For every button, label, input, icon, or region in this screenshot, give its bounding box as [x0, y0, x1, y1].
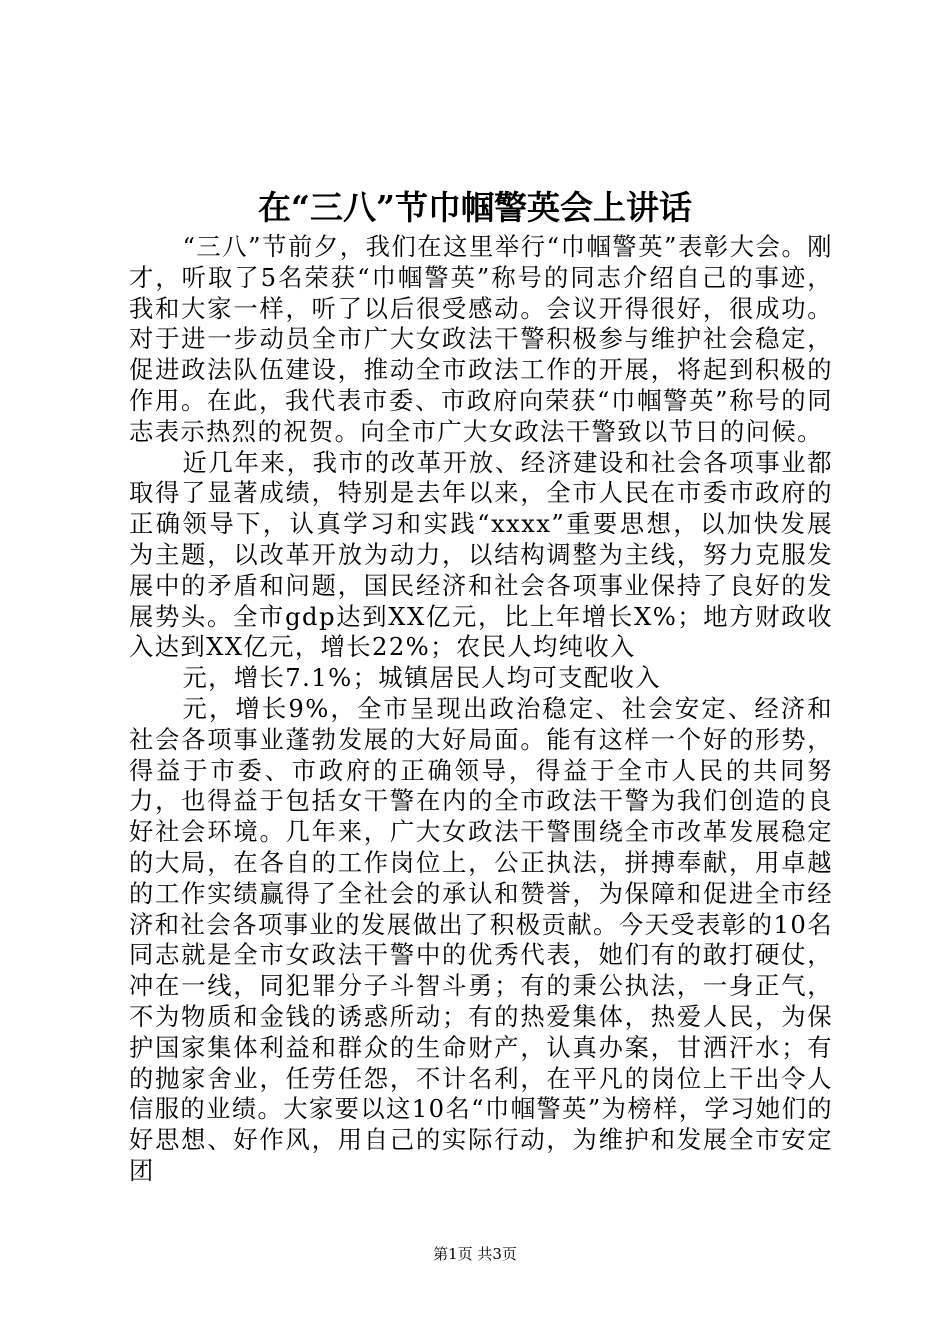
- paragraph: 近几年来，我市的改革开放、经济建设和社会各项事业都取得了显著成绩，特别是去年以来，全市人民在市委市政府的正确领导下，认真学习和实践“xxxx”重要思想，以加快发展为主题，以改革开放为动力，以结构调整为主线，努力克服发展中的矛盾和问题，国民经济和社会各项事业保持了良好的发展势头。全市gdp达到XX亿元，比上年增长X%；地方财政收入达到XX亿元，增长22%；农民人均纯收入: [129, 447, 833, 662]
- document-title: 在“三八”节巾帼警英会上讲话: [258, 188, 692, 227]
- paragraph: “三八”节前夕，我们在这里举行“巾帼警英”表彰大会。刚才，听取了5名荣获“巾帼警英”称号的同志介绍自己的事迹，我和大家一样，听了以后很受感动。会议开得很好，很成功。对于进一步动员全市广大女政法干警积极参与维护社会稳定，促进政法队伍建设，推动全市政法工作的开展，将起到积极的作用。在此，我代表市委、市政府向荣获“巾帼警英”称号的同志表示热烈的祝贺。向全市广大女政法干警致以节日的问候。: [129, 232, 833, 446]
- page-number-footer: 第1页 共3页: [433, 1245, 517, 1263]
- paragraph: 元，增长7.1%；城镇居民人均可支配收入: [182, 663, 661, 693]
- paragraph: 元，增长9%，全市呈现出政治稳定、社会安定、经济和社会各项事业蓬勃发展的大好局面。能有这样一个好的形势，得益于市委、市政府的正确领导，得益于全市人民的共同努力，也得益于包括女干警在内的全市政法干警为我们创造的良好社会环境。几年来，广大女政法干警围绕全市改革发展稳定的大局，在各自的工作岗位上，公正执法，拼搏奉献，用卓越的工作实绩赢得了全社会的承认和赞誉，为保障和促进全市经济和社会各项事业的发展做出了积极贡献。今天受表彰的10名同志就是全市女政法干警中的优秀代表，她们有的敢打硬仗，冲在一线，同犯罪分子斗智斗勇；有的秉公执法，一身正气，不为物质和金钱的诱惑所动；有的热爱集体，热爱人民，为保护国家集体利益和群众的生命财产，认真办案，甘洒汗水；有的抛家舍业，任劳任怨，不计名利，在平凡的岗位上干出令人信服的业绩。大家要以这10名“巾帼警英”为榜样，学习她们的好思想、好作风，用自己的实际行动，为维护和发展全市安定团: [129, 693, 833, 1185]
- document-body: [129, 232, 833, 1187]
